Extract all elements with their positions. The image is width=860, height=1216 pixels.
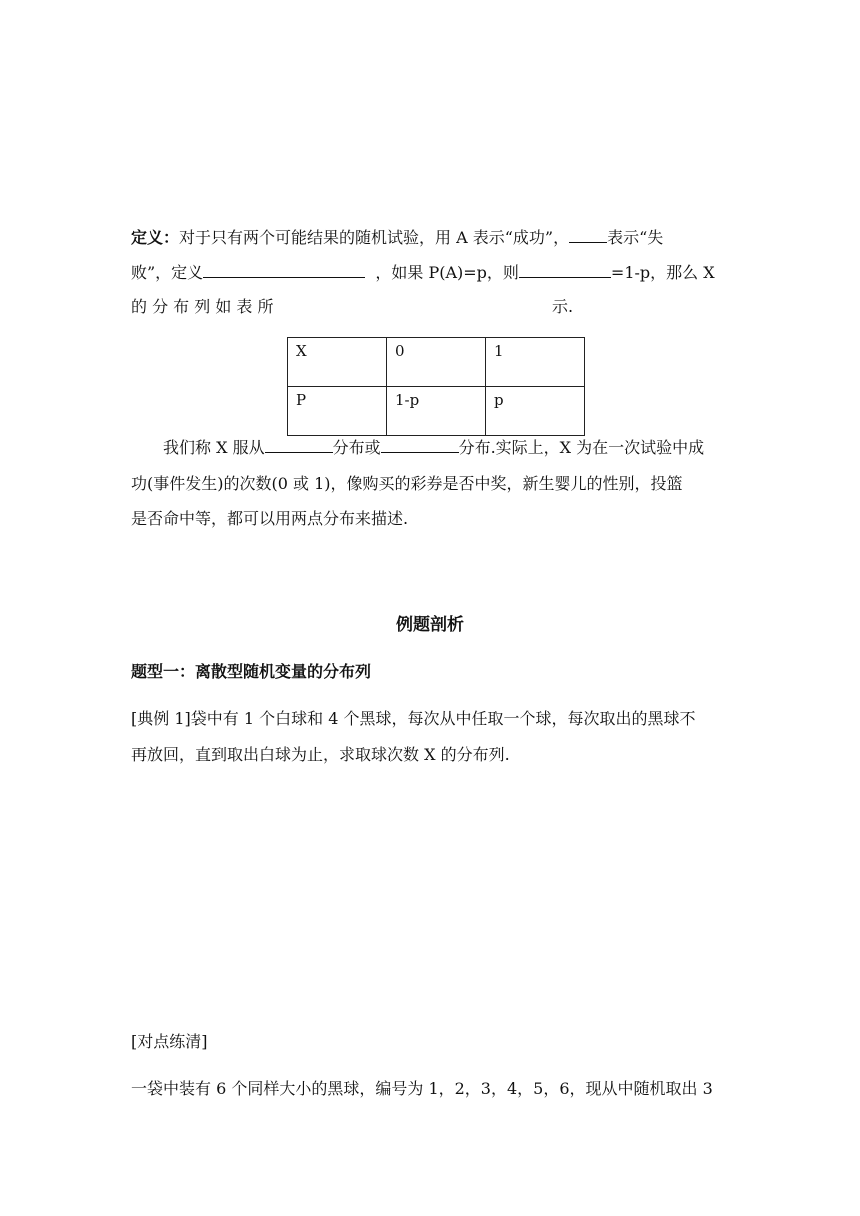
table-cell: p: [486, 387, 585, 436]
table-row: [288, 387, 585, 436]
definition-line-3: [131, 297, 274, 317]
definition-line-2: [131, 263, 715, 283]
table-cell: X: [288, 338, 387, 387]
paragraph-line-2: 功(事件发生)的次数(0 或 1)，像购买的彩券是否中奖，新生婴儿的性别，投篮: [131, 474, 683, 493]
blank-probability: [519, 263, 611, 278]
paragraph-text-1b: 分布或: [332, 438, 381, 457]
type1-heading: 题型一：离散型随机变量的分布列: [131, 662, 372, 681]
table-cell: 1-p: [387, 387, 486, 436]
paragraph-line-1: [163, 438, 704, 458]
example-line-2: 再放回，直到取出白球为止，求取球次数 X 的分布列.: [131, 745, 510, 764]
table-cell: 1: [486, 338, 585, 387]
blank-distribution-2: [381, 438, 459, 453]
paragraph-line-3: 是否命中等，都可以用两点分布来描述.: [131, 509, 409, 528]
distribution-table: [287, 337, 585, 436]
example-line-1: [典例 1]袋中有 1 个白球和 4 个黑球，每次从中任取一个球，每次取出的黑球不: [131, 709, 696, 728]
definition-line-3-end: [552, 297, 573, 317]
definition-text-1a: 对于只有两个可能结果的随机试验，用 A 表示“成功”，: [179, 228, 570, 247]
table-row: [288, 338, 585, 387]
definition-text-2c: =1-p，那么 X: [610, 263, 715, 282]
blank-distribution-1: [265, 438, 333, 453]
definition-text-2a: 败”，定义: [131, 263, 204, 282]
table-cell: P: [288, 387, 387, 436]
blank-failure-event: [569, 228, 607, 243]
definition-text-3a: 的 分 布 列 如 表 所: [131, 297, 274, 316]
practice-label: [对点练清]: [131, 1032, 208, 1051]
table-cell: 0: [387, 338, 486, 387]
practice-line-1: 一袋中装有 6 个同样大小的黑球，编号为 1，2，3，4，5，6，现从中随机取出 3: [131, 1079, 713, 1098]
section-title: 例题剖析: [396, 615, 464, 635]
definition-line-1: [131, 228, 663, 248]
definition-text-2b: ，如果 P(A)=p，则: [375, 263, 519, 282]
definition-text-1b: 表示“失: [607, 228, 664, 247]
blank-definition: [203, 263, 365, 278]
paragraph-text-1a: 我们称 X 服从: [163, 438, 265, 457]
definition-text-3b: 示.: [552, 297, 574, 316]
paragraph-text-1c: 分布.实际上，X 为在一次试验中成: [458, 438, 705, 457]
definition-label: 定义：: [131, 228, 180, 247]
